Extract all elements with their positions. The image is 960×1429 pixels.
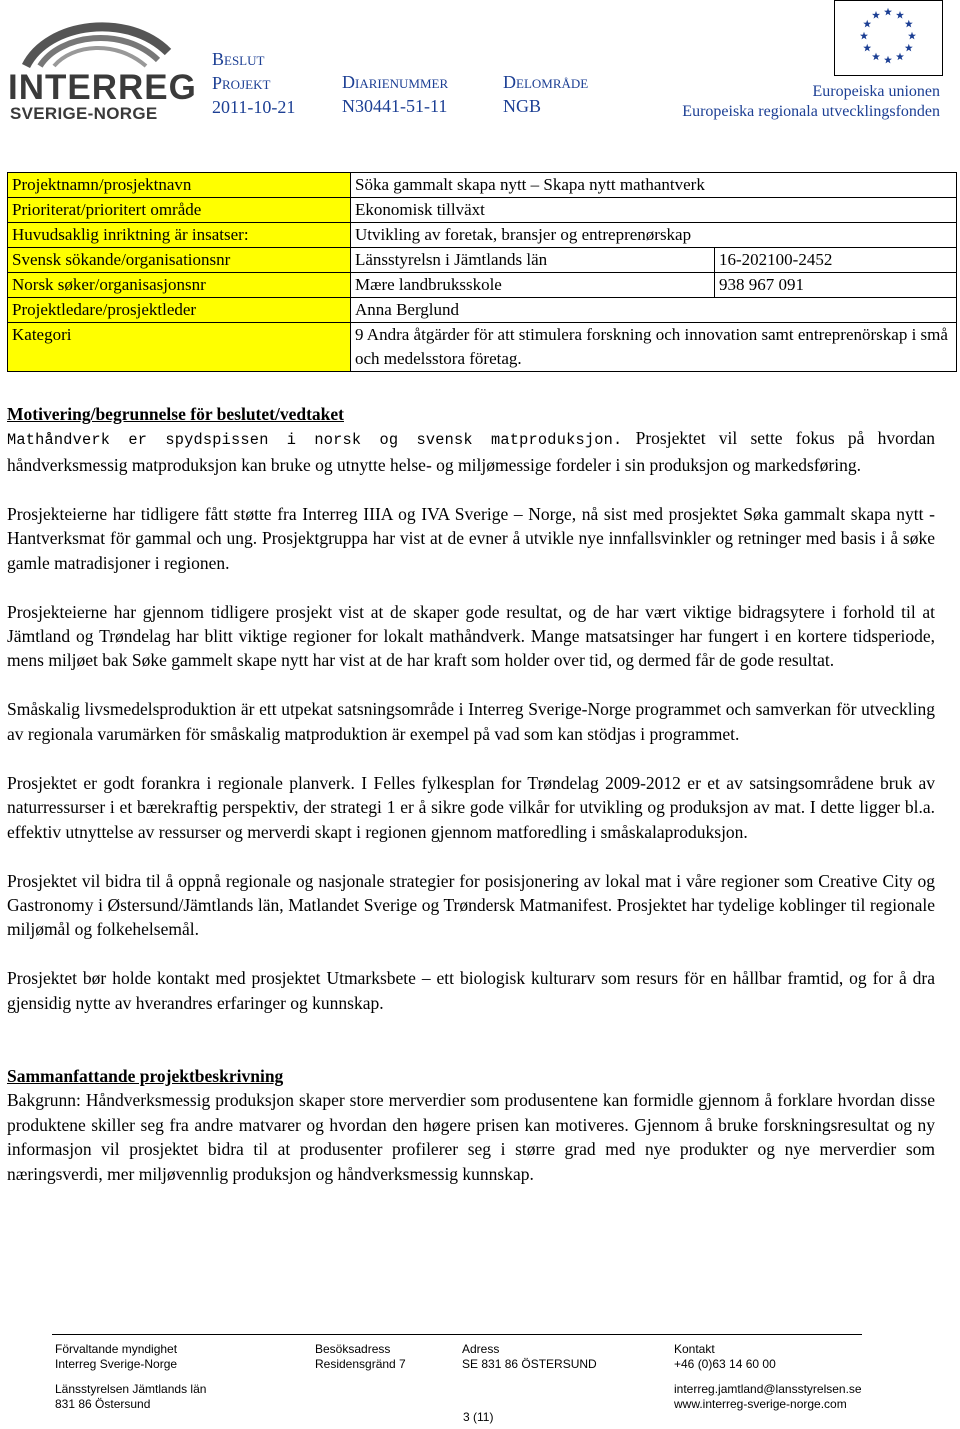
eu-star-icon (872, 11, 880, 19)
logo-line1: INTERREG (8, 68, 197, 107)
paragraph-rest: Prosjektet vil sette fokus på hvordan håndverksmessig matproduksjon kan bruke og utnytte helse- og miljømessige fordeler i sin produksjon og markedsføring. (7, 428, 935, 475)
table-row (8, 198, 957, 223)
row-label: Svensk sökande/organisationsnr (8, 248, 351, 273)
logo-line2: SVERIGE-NORGE (10, 104, 158, 123)
row-value: Söka gammalt skapa nytt – Skapa nytt mathantverk (351, 173, 957, 198)
footer-website-link[interactable]: www.interreg-sverige-norge.com (674, 1397, 847, 1411)
paragraph: Småskalig livsmedelsproduktion är ett utpekat satsningsområde i Interreg Sverige-Norge programmet och samverkan för utveckling av regionala varumärken för småskalig matproduktion är exempel på vad som kan stödjas i programmet. (7, 699, 935, 744)
paragraph: Bakgrunn: Håndverksmessig produksjon skaper store merverdier som produsentene kan formidle gjennom å forklare hvordan disse produktene skiller seg fra andre matvarer og hvordan den høgere prisen kan motiveres. Gjennom å bruke forskningsresultat og ny informasjon vil prosjektet bidra til at produsenter profilerer seg i større grad med nye produkter og nye merverdier som næringsverdi, mer miljøvennlig produksjon og håndverksmessig kunnskap. (7, 1090, 935, 1184)
row-label: Prioriterat/prioritert område (8, 198, 351, 223)
footer-col-contact (674, 1342, 862, 1412)
paragraph: Prosjektet bør holde kontakt med prosjektet Utmarksbete – ett biologisk kulturarv som resurs för en hållbar framtid, og for å dra gjensidig nytte av hverandres erfaringer og kunnskap. (7, 968, 935, 1013)
footer-heading: Kontakt (674, 1342, 715, 1356)
header-delomrade-block (503, 70, 588, 118)
eu-star-icon (905, 20, 913, 28)
eu-star-icon (908, 32, 916, 40)
row-label: Projektnamn/prosjektnavn (8, 173, 351, 198)
sammanfattande-heading: Sammanfattande projektbeskrivning (7, 1065, 284, 1086)
page-number: 3 (11) (463, 1410, 494, 1424)
row-value: Länsstyrelsn i Jämtlands län (351, 248, 715, 273)
footer-heading: Förvaltande myndighet (55, 1342, 178, 1356)
footer-heading: Adress (462, 1342, 500, 1356)
spacer (7, 1040, 935, 1064)
project-info-table (7, 172, 957, 372)
eu-flag-icon (834, 0, 943, 76)
footer-email-link[interactable]: interreg.jamtland@lansstyrelsen.se (674, 1382, 862, 1396)
eu-star-icon (872, 53, 880, 61)
header-beslut-block (212, 47, 295, 119)
row-value: 9 Andra åtgärder för att stimulera forskning och innovation samt entreprenörskap i små och medelsstora företag. (351, 323, 957, 372)
row-label: Norsk søker/organisasjonsnr (8, 273, 351, 298)
footer-col-authority (55, 1342, 206, 1412)
delomrade-label: Delområde (503, 72, 589, 92)
eu-star-icon (896, 53, 904, 61)
diarie-value: N30441-51-11 (342, 96, 448, 116)
row-org-number: 16-202100-2452 (715, 248, 957, 273)
eu-caption (682, 82, 940, 122)
paragraph: Prosjekteierne har gjennom tidligere prosjekt vist at de skaper gode resultat, og de har vært viktige bidragsytere i forhold til at Jämtland og Trøndelag har blitt viktige regioner for lokalt mathåndverk. Mange matsatsinger har fungert i en kortere tidsperiode, mens miljøet bak Søke gammelt skape nytt har vist at de har kraft som holder over tid, og dermed får de gode resultat. (7, 601, 935, 671)
footer-divider (52, 1334, 862, 1335)
interreg-logo (8, 12, 197, 123)
beslut-label: Beslut (212, 49, 265, 69)
row-label: Huvudsaklig inriktning är insatser: (8, 223, 351, 248)
paragraph: Prosjektet er godt forankra i regionale planverk. I Felles fylkesplan for Trøndelag 2009-2012 er et av satsingsområdene bruk av naturressurser i et bærekraftig perspektiv, der strategi 1 er å sikre gode vilkår for utvikling og produksjon av mat. I dette ligger bl.a. effektiv utnyttelse av ressurser og merverdi skapt i regionen gjennom matforedling i småskalaproduksjon. (7, 772, 935, 842)
table-row (8, 173, 957, 198)
eu-line2: Europeiska regionala utvecklingsfonden (682, 103, 940, 120)
row-label: Kategori (8, 323, 351, 372)
footer-text: 831 86 Östersund (55, 1397, 151, 1411)
table-row (8, 323, 957, 372)
motivering-heading: Motivering/begrunnelse för beslutet/vedtaket (7, 404, 344, 424)
paragraph: Prosjekteierne har tidligere fått støtte fra Interreg IIIA og IVA Sverige – Norge, nå sist med prosjektet Søka gammalt skapa nytt - Hantverksmat för gammal och ung. Prosjektgruppa har vist at de evner å utvikle nye innfallsvinkler og retninger med basis i å søke gamle matradisjoner i regionen. (7, 503, 935, 573)
row-value: Utvikling av foretak, bransjer og entreprenørskap (351, 223, 957, 248)
delomrade-value: NGB (503, 96, 542, 116)
eu-line1: Europeiska unionen (812, 83, 940, 100)
footer-text: +46 (0)63 14 60 00 (674, 1357, 776, 1371)
header-diarie-block (342, 70, 448, 118)
row-value: Anna Berglund (351, 298, 957, 323)
footer-col-address (462, 1342, 597, 1372)
decision-date: 2011-10-21 (212, 97, 296, 117)
table-row (8, 298, 957, 323)
table-row (8, 223, 957, 248)
eu-star-icon (905, 44, 913, 52)
row-value: Mære landbruksskole (351, 273, 715, 298)
document-body (7, 402, 935, 1211)
footer-text: SE 831 86 ÖSTERSUND (462, 1357, 597, 1371)
eu-star-icon (863, 20, 871, 28)
eu-star-icon (863, 44, 871, 52)
eu-star-icon (896, 11, 904, 19)
row-value: Ekonomisk tillväxt (351, 198, 957, 223)
table-row (8, 248, 957, 273)
eu-star-icon (884, 56, 892, 64)
table-row (8, 273, 957, 298)
paragraph: Prosjektet vil bidra til å oppnå regionale og nasjonale strategier for posisjonering av lokal mat i våre regioner som Creative City og Gastronomy i Østersund/Jämtlands län, Matlandet Sverige og Trøndersk Matmanifest. Prosjektet har tydelige koblinger til regionale miljømål og folkehelsemål. (7, 870, 935, 940)
eu-star-icon (860, 32, 868, 40)
paragraph-lead: Mathåndverk er spydspissen i norsk og svensk matproduksjon. (7, 431, 623, 450)
paragraph (7, 426, 935, 477)
footer-text: Länsstyrelsen Jämtlands län (55, 1382, 207, 1396)
eu-star-icon (884, 8, 892, 16)
footer-text: Residensgränd 7 (315, 1357, 406, 1371)
projekt-label: Projekt (212, 73, 271, 93)
footer-heading: Besöksadress (315, 1342, 391, 1356)
diarie-label: Diarienummer (342, 72, 449, 92)
row-org-number: 938 967 091 (715, 273, 957, 298)
footer-col-visit (315, 1342, 406, 1372)
row-label: Projektledare/prosjektleder (8, 298, 351, 323)
logo-arch-icon (18, 12, 178, 68)
footer-text: Interreg Sverige-Norge (55, 1357, 178, 1371)
